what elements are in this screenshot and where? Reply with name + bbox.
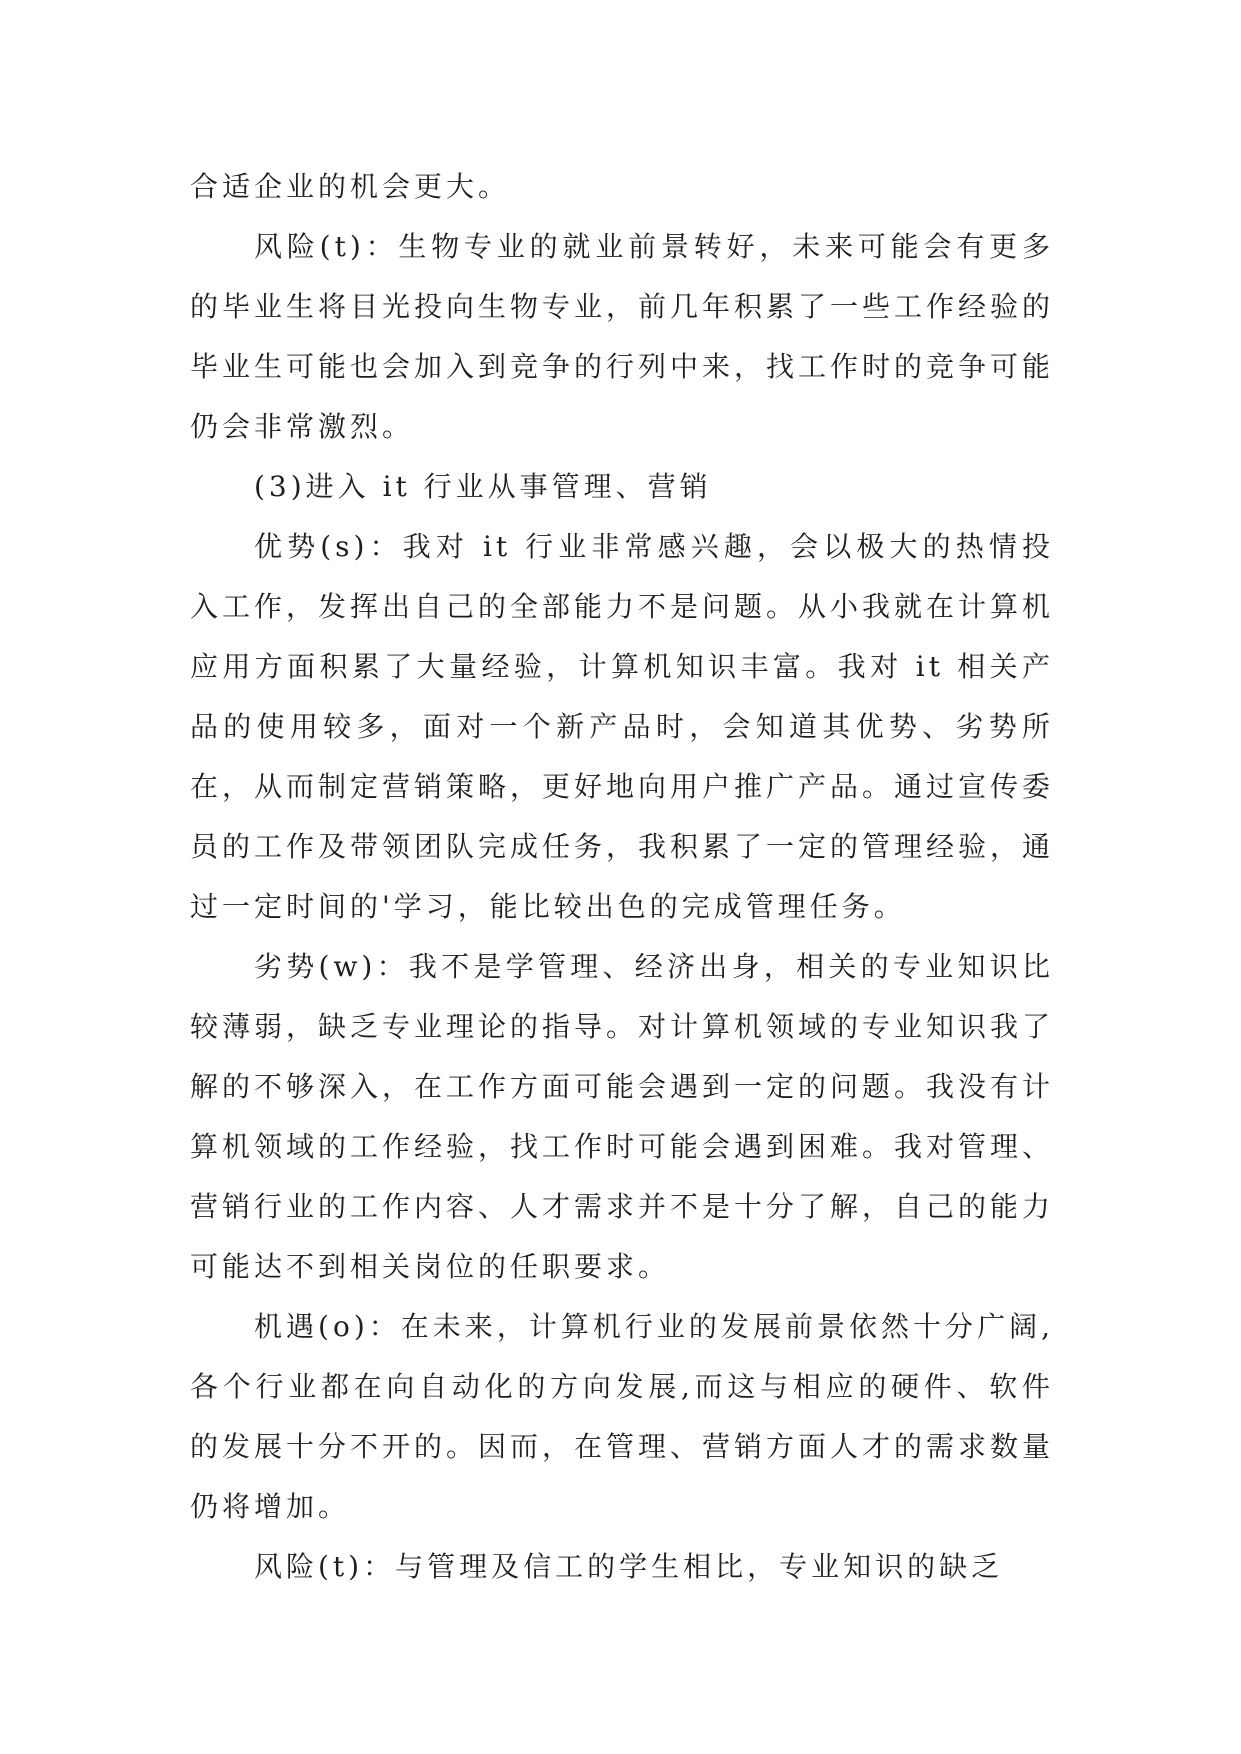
section-heading-it-management: (3)进入 it 行业从事管理、营销 xyxy=(254,470,712,503)
paragraph-risk-biology: 风险(t)：生物专业的就业前景转好，未来可能会有更多的毕业生将目光投向生物专业，前几年积累了一些工作经验的毕业生可能也会加入到竞争的行列中来，找工作时的竞争可能仍会非常激烈。 xyxy=(190,230,1055,443)
paragraph-opportunities: 机遇(o)：在未来，计算机行业的发展前景依然十分广阔,各个行业都在向自动化的方向发展,而这与相应的硬件、软件的发展十分不开的。因而，在管理、营销方面人才的需求数量仍将增加。 xyxy=(190,1310,1055,1523)
paragraph-continuation: 合适企业的机会更大。 xyxy=(190,170,511,203)
paragraph-threats: 风险(t)：与管理及信工的学生相比，专业知识的缺乏 xyxy=(254,1550,1004,1583)
paragraph-strengths: 优势(s)：我对 it 行业非常感兴趣，会以极大的热情投入工作，发挥出自己的全部能力不是问题。从小我就在计算机应用方面积累了大量经验，计算机知识丰富。我对 it 相关产品的使用较多，面对一个新产品时，会知道其优势、劣势所在，从而制定营销策略，更好地向用户推广产品。通过宣传委员的工作及带领团队完成任务，我积累了一定的管理经验，通过一定时间的'学习，能比较出色的完成管理任务。 xyxy=(190,530,1055,923)
paragraph-weaknesses: 劣势(w)：我不是学管理、经济出身，相关的专业知识比较薄弱，缺乏专业理论的指导。对计算机领域的专业知识我了解的不够深入，在工作方面可能会遇到一定的问题。我没有计算机领域的工作经验，找工作时可能会遇到困难。我对管理、营销行业的工作内容、人才需求并不是十分了解，自己的能力可能达不到相关岗位的任职要求。 xyxy=(190,950,1055,1283)
document-body xyxy=(190,157,1054,1597)
